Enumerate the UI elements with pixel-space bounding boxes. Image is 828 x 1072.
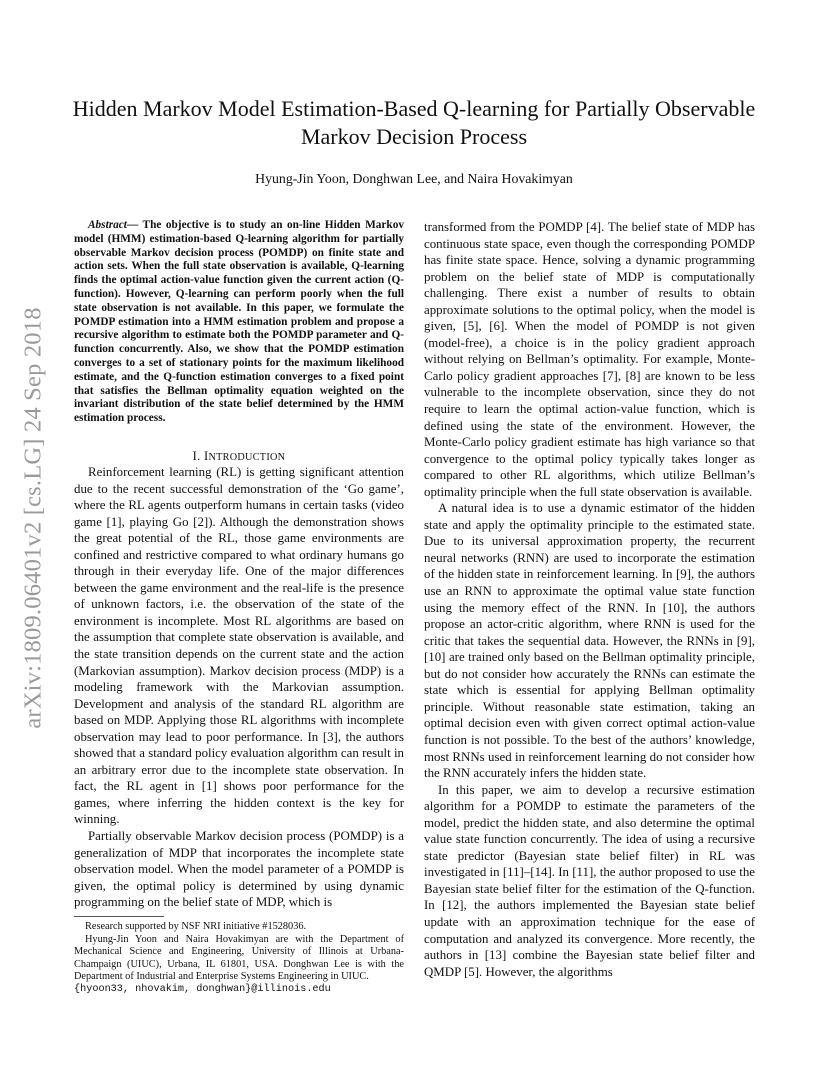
body-paragraph: In this paper, we aim to develop a recursive estimation algorithm for a POMDP to estimate the parameters of the model, predict the hidden state, and also determine the optimal value state function concurrently. The idea of using a recursive state predictor (Bayesian state belief filter) in RL was investigated in [11]–[14]. In [11], the author proposed to use the Bayesian state belief filter for the estimation of the Q-function. In [12], the authors implemented the Bayesian state belief update with an approximation technique for the ease of computation and analyzed its convergence. More recently, the authors in [13] combine the Bayesian state belief filter and QMDP [5]. However, the algorithms [424, 782, 755, 979]
arxiv-identifier-text: arXiv:1809.06401v2 [cs.LG] 24 Sep 2018 [20, 307, 48, 729]
body-paragraph: A natural idea is to use a dynamic estimator of the hidden state and apply the optimality principle to the estimated state. Due to its universal approximation property, the recurrent neural networks (RNN) are used to incorporate the estimation of the hidden state in reinforcement learning. In [9], the authors use an RNN to approximate the optimal value state function using the memory effect of the RNN. In [10], the authors propose an actor-critic algorithm, where RNN is used for the critic that takes the sequential data. However, the RNNs in [9], [10] are trained only based on the Bellman optimality principle, but do not consider how accurately the RNNs can estimate the state which is essential for applying Bellman optimality principle. Without reasonable state estimation, taking an optimal decision even with given correct optimal action-value function is not possible. To the best of the authors’ knowledge, most RNNs used in reinforcement learning do not consider how the RNN accurately infers the hidden state. [424, 501, 755, 781]
paper-title-line-1: Hidden Markov Model Estimation-Based Q-learning for Partially Observable [72, 96, 756, 121]
footnote-affiliation: Hyung-Jin Yoon and Naira Hovakimyan are with the Department of Mechanical Science and Engineering, University of Illinois at Urbana-Champaign (UIUC), Urbana, IL 61801, USA. Donghwan Lee is with the Department of Industrial and Enterprise Systems Engineering in UIUC. [74, 933, 404, 983]
footnote-divider [74, 916, 164, 917]
paper-title-line-2: Markov Decision Process [300, 124, 528, 149]
paper-title [60, 95, 768, 151]
footnote-email: {hyoon33, nhovakim, donghwan}@illinois.edu [74, 983, 331, 995]
paper-authors: Hyung-Jin Yoon, Donghwan Lee, and Naira Hovakimyan [255, 171, 573, 186]
body-paragraph: transformed from the POMDP [4]. The belief state of MDP has continuous state space, even though the corresponding POMDP has finite state space. Hence, solving a dynamic programming problem on the belief state of MDP is computationally challenging. There exist a number of results to obtain approximate solutions to the optimal policy, when the model is given, [5], [6]. When the model of POMDP is not given (model-free), a choice is in the policy gradient approach without relying on Bellman’s optimality. For example, Monte-Carlo policy gradient approaches [7], [8] are known to be less vulnerable to the incomplete observation, since they do not require to learn the optimal action-value function, which is defined using the state of the environment. However, the Monte-Carlo policy gradient estimate has high variance so that convergence to the optimal policy typically takes longer as compared to other RL algorithms, which utilize Bellman’s optimality principle when the full state observation is available. [424, 220, 755, 499]
abstract [74, 219, 404, 426]
section-numeral: I. [192, 449, 204, 463]
section-title-rest: NTRODUCTION [208, 452, 286, 463]
right-column-body [424, 219, 755, 980]
section-heading-introduction [74, 449, 404, 464]
body-paragraph: Reinforcement learning (RL) is getting significant attention due to the recent successful demonstration of the ‘Go game’, where the RL agents outperform humans in certain tasks (video game [1], playing Go [2]). Although the demonstration shows the great potential of the RL, those game environments are confined and restrictive compared to what ordinary humans go through in their everyday life. One of the major differences between the game environment and the real-life is the presence of unknown factors, i.e. the observation of the state of the environment is incomplete. Most RL algorithms are based on the assumption that complete state observation is available, and the state transition depends on the current state and the action (Markovian assumption). Markov decision process (MDP) is a modeling framework with the Markovian assumption. Development and analysis of the standard RL algorithm are based on MDP. Applying those RL algorithms with incomplete observation may lead to poor performance. In [3], the authors showed that a standard policy evaluation algorithm can result in an arbitrary error due to the incomplete state observation. In fact, the RL agent in [1] shows poor performance for the games, where inferring the hidden context is the key for winning. [74, 465, 404, 827]
abstract-text: — The objective is to study an on-line Hidden Markov model (HMM) estimation-based Q-learning algorithm for partially observable Markov decision process (POMDP) on finite state and action sets. When the full state observation is available, Q-learning finds the optimal action-value function given the current action (Q-function). However, Q-learning can perform poorly when the full state observation is not available. In this paper, we formulate the POMDP estimation into a HMM estimation problem and propose a recursive algorithm to estimate both the POMDP parameter and Q-function concurrently. Also, we show that the POMDP estimation converges to a set of stationary points for the maximum likelihood estimate, and the Q-function estimation converges to a fixed point that satisfies the Bellman optimality equation weighted on the invariant distribution of the state belief determined by the HMM estimation process. [74, 219, 404, 425]
body-paragraph: Partially observable Markov decision process (POMDP) is a generalization of MDP that incorporates the incomplete state observation model. When the model parameter of a POMDP is given, the optimal policy is determined by using dynamic programming on the belief state of MDP, which is [74, 829, 404, 910]
left-column-body [74, 464, 404, 911]
footnotes [74, 921, 404, 997]
arxiv-identifier-stamp [14, 258, 54, 778]
abstract-label: Abstract [88, 219, 127, 231]
footnote-support: Research supported by NSF NRI initiative #1528036. [85, 921, 307, 932]
section-title-initial: I [203, 449, 209, 463]
